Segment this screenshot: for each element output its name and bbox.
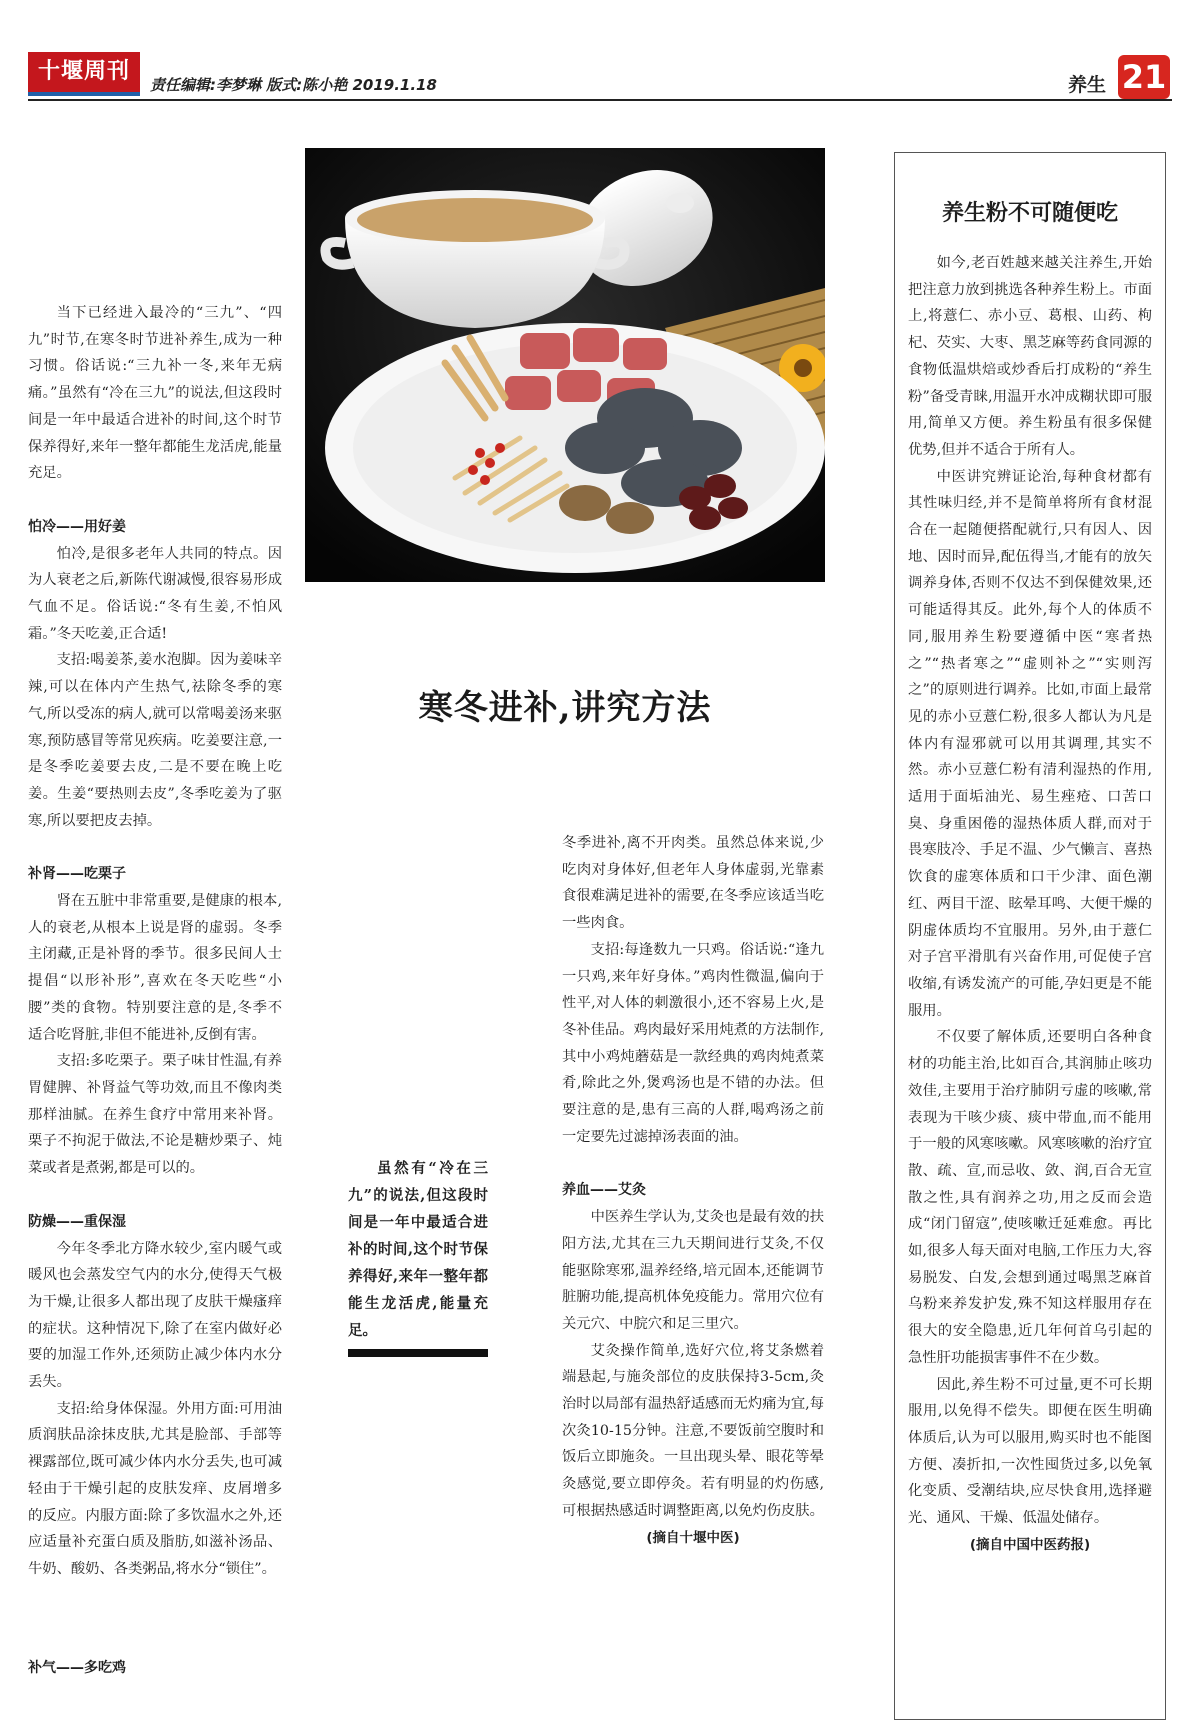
sidebar-paragraph: 如今,老百姓越来越关注养生,开始把注意力放到挑选各种养生粉上。市面上,将薏仁、赤小豆、葛根、山药、枸杞、芡实、大枣、黑芝麻等药食同源的食物低温烘焙或炒香后打成粉的“养生粉”备受青睐,用温开水冲成糊状即可服用,简单又方便。养生粉虽有很多保健优势,但并不适合于所有人。 <box>908 255 1152 458</box>
pull-quote-bar <box>348 1349 488 1357</box>
article-paragraph: 今年冬季北方降水较少,室内暖气或暖风也会蒸发空气内的水分,使得天气极为干燥,让很多人都出现了皮肤干燥瘙痒的症状。这种情况下,除了在室内做好必要的加湿工作外,还须防止减少体内水分丢失。 <box>28 1240 282 1391</box>
sidebar-column <box>908 250 1152 1558</box>
article-column-middle <box>562 830 824 1551</box>
section-heading: 防燥——重保湿 <box>28 1213 126 1230</box>
article-paragraph: 肾在五脏中非常重要,是健康的根本,人的衰老,从根本上说是肾的虚弱。冬季主闭藏,正是补肾的季节。很多民间人士提倡“以形补形”,喜欢在冬天吃些“小腰”类的食物。特别要注意的是,冬季不适合吃肾脏,非但不能进补,反倒有害。 <box>28 893 282 1043</box>
section-heading: 补肾——吃栗子 <box>28 866 126 883</box>
article-column-left-tail <box>28 1655 282 1682</box>
article-intro: 当下已经进入最冷的“三九”、“四九”时节,在寒冬时节进补养生,成为一种习惯。俗话说:“三九补一冬,来年无病痛。”虽然有“冷在三九”的说法,但这段时间是一年中最适合进补的时间,这个时节保养得好,来年一整年都能生龙活虎,能量充足。 <box>28 305 282 482</box>
header-divider <box>28 99 1172 101</box>
soup-and-ingredients-illustration <box>305 148 825 582</box>
sidebar-title: 养生粉不可随便吃 <box>941 200 1118 226</box>
sidebar-paragraph: 中医讲究辨证论治,每种食材都有其性味归经,并不是简单将所有食材混合在一起随便搭配就行,只有因人、因地、因时而异,配伍得当,才能有的放矢调养身体,否则不仅达不到保健效果,还可能适得其反。此外,每个人的体质不同,服用养生粉要遵循中医“寒者热之”“热者寒之”“虚则补之”“实则泻之”的原则进行调养。比如,市面上最常见的赤小豆薏仁粉,很多人都认为凡是体内有湿邪就可以用其调理,其实不然。赤小豆薏仁粉有清利湿热的作用,适用于面垢油光、易生痤疮、口苦口臭、身重困倦的湿热体质人群,而对于畏寒肢冷、手足不温、少气懒言、喜热饮食的虚寒体质和口干少津、面色潮红、两目干涩、眩晕耳鸣、大便干燥的阴虚体质均不宜服用。另外,由于薏仁对子宫平滑肌有兴奋作用,可促使子宫收缩,有诱发流产的可能,孕妇更是不能服用。 <box>908 468 1152 1019</box>
masthead-logo: 十堰周刊 <box>28 52 140 92</box>
page-number-badge: 21 <box>1118 55 1170 99</box>
masthead-underline <box>28 92 140 96</box>
editor-credit-line: 责任编辑:李梦琳 版式:陈小艳 2019.1.18 <box>150 76 437 94</box>
food-photo <box>305 148 825 582</box>
pull-quote: 虽然有“冷在三九”的说法,但这段时间是一年中最适合进补的时间,这个时节保养得好,来年一整年都能生龙活虎,能量充足。 <box>348 1160 488 1339</box>
article-paragraph: 怕冷,是很多老年人共同的特点。因为人衰老之后,新陈代谢减慢,很容易形成气血不足。俗话说:“冬有生姜,不怕风霜。”冬天吃姜,正合适! <box>28 545 282 642</box>
article-paragraph: 支招:喝姜茶,姜水泡脚。因为姜味辛辣,可以在体内产生热气,祛除冬季的寒气,所以受冻的病人,就可以常喝姜汤来驱寒,预防感冒等常见疾病。吃姜要注意,一是冬季吃姜要去皮,二是不要在晚上吃姜。生姜“要热则去皮”,冬季吃姜为了驱寒,所以要把皮去掉。 <box>28 652 282 829</box>
article-title: 寒冬进补,讲究方法 <box>418 688 712 728</box>
section-label: 养生 <box>1068 74 1107 96</box>
article-paragraph: 支招:给身体保湿。外用方面:可用油质润肤品涂抹皮肤,尤其是脸部、手部等裸露部位,既可减少体内水分丢失,也可减轻由于干燥引起的皮肤发痒、皮屑增多的反应。内服方面:除了多饮温水之外,还应适量补充蛋白质及脂肪,如滋补汤品、牛奶、酸奶、各类粥品,将水分“锁住”。 <box>28 1400 282 1577</box>
section-heading: 养血——艾灸 <box>562 1182 646 1199</box>
section-heading: 补气——多吃鸡 <box>28 1660 126 1676</box>
sidebar-source: (摘自中国中医药报) <box>969 1536 1091 1553</box>
sidebar-paragraph: 因此,养生粉不可过量,更不可长期服用,以免得不偿失。即便在医生明确体质后,认为可以服用,购买时也不能图方便、凑折扣,一次性囤货过多,以免氧化变质、受潮结块,应尽快食用,选择避光、通风、干燥、低温处储存。 <box>908 1376 1152 1527</box>
article-paragraph: 冬季进补,离不开肉类。虽然总体来说,少吃肉对身体好,但老年人身体虚弱,光靠素食很难满足进补的需要,在冬季应该适当吃一些肉食。 <box>562 835 824 932</box>
article-paragraph: 艾灸操作简单,选好穴位,将艾条燃着端悬起,与施灸部位的皮肤保持3-5cm,灸治时以局部有温热舒适感而无灼痛为宜,每次灸10-15分钟。注意,不要饭前空腹时和饭后立即施灸。一旦出现头晕、眼花等晕灸感觉,要立即停灸。若有明显的灼伤感,可根据热感适时调整距离,以免灼伤皮肤。 <box>562 1342 824 1519</box>
section-heading: 怕冷——用好姜 <box>28 518 126 535</box>
article-paragraph: 中医养生学认为,艾灸也是最有效的扶阳方法,尤其在三九天期间进行艾灸,不仅能驱除寒邪,温养经络,培元固本,还能调节脏腑功能,提高机体免疫能力。常用穴位有关元穴、中脘穴和足三里穴。 <box>562 1209 824 1332</box>
article-column-left <box>28 300 282 1583</box>
article-paragraph: 支招:多吃栗子。栗子味甘性温,有养胃健脾、补肾益气等功效,而且不像肉类那样油腻。在养生食疗中常用来补肾。栗子不拘泥于做法,不论是糖炒栗子、炖菜或者是煮粥,都是可以的。 <box>28 1053 282 1177</box>
article-source: (摘自十堰中医) <box>646 1529 740 1546</box>
sidebar-paragraph: 不仅要了解体质,还要明白各种食材的功能主治,比如百合,其润肺止咳功效佳,主要用于治疗肺阴亏虚的咳嗽,常表现为干咳少痰、痰中带血,而不能用于一般的风寒咳嗽。风寒咳嗽的治疗宜散、疏、宣,而忌收、敛、润,百合无宣散之性,具有润养之功,用之反而会造成“闭门留寇”,使咳嗽迁延难愈。再比如,很多人每天面对电脑,工作压力大,容易脱发、白发,会想到通过喝黑芝麻首乌粉来养发护发,殊不知这样服用存在很大的安全隐患,近几年何首乌引起的急性肝功能损害事件不在少数。 <box>908 1029 1152 1366</box>
article-paragraph: 支招:每逢数九一只鸡。俗话说:“逢九一只鸡,来年好身体。”鸡肉性微温,偏向于性平,对人体的刺激很小,还不容易上火,是冬补佳品。鸡肉最好采用炖煮的方法制作,其中小鸡炖蘑菇是一款经典的鸡肉炖煮菜肴,除此之外,煲鸡汤也是不错的办法。但要注意的是,患有三高的人群,喝鸡汤之前一定要先过滤掉汤表面的油。 <box>562 941 824 1145</box>
